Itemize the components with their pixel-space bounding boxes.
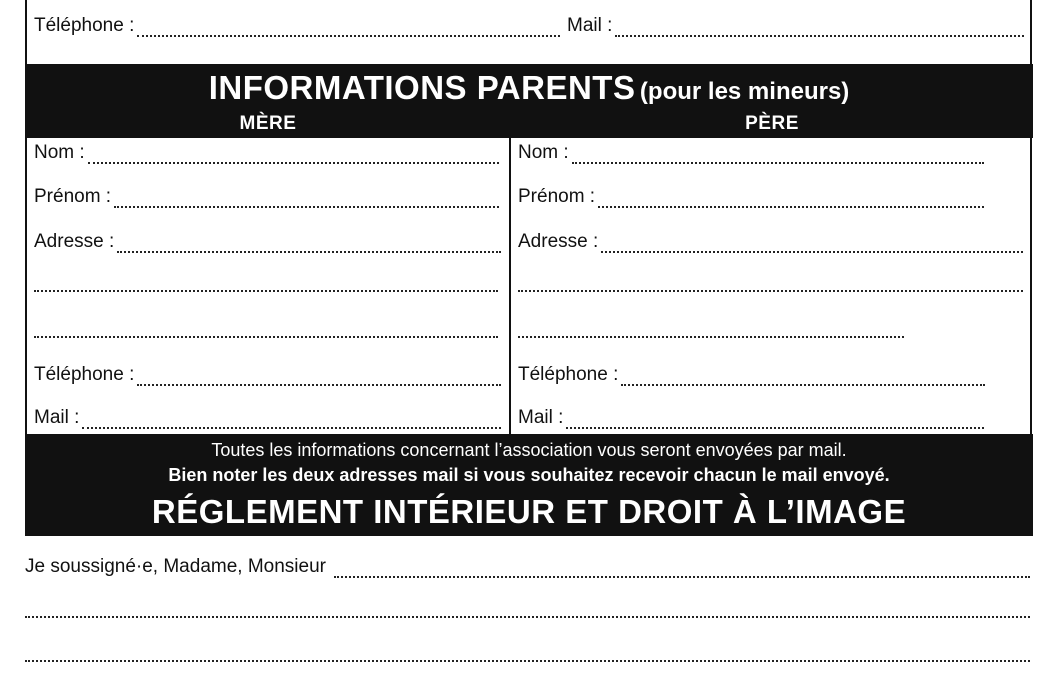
father-adresse-label: Adresse : xyxy=(518,231,599,252)
top-mail-label: Mail : xyxy=(567,15,613,36)
father-telephone-dots xyxy=(621,368,985,386)
parents-column-divider xyxy=(509,138,511,434)
father-telephone-label: Téléphone : xyxy=(518,364,619,385)
soussigne-label: Je soussigné·e, Madame, Monsieur xyxy=(25,556,326,577)
mother-nom-field[interactable] xyxy=(34,142,499,164)
mother-adresse-line-2[interactable] xyxy=(34,290,498,292)
mother-mail-field[interactable] xyxy=(34,407,501,429)
mother-mail-label: Mail : xyxy=(34,407,80,428)
mother-telephone-dots xyxy=(137,368,501,386)
father-nom-label: Nom : xyxy=(518,142,569,163)
parents-table xyxy=(25,138,1032,434)
father-mail-dots xyxy=(566,411,984,429)
father-mail-label: Mail : xyxy=(518,407,564,428)
mother-adresse-line-3[interactable] xyxy=(34,336,498,338)
top-telephone-field[interactable] xyxy=(34,15,560,37)
soussigne-line-2[interactable] xyxy=(25,616,1030,618)
parents-title-main: INFORMATIONS PARENTS xyxy=(208,69,636,106)
notice-line-2: Bien noter les deux adresses mail si vous souhaitez recevoir chacun le mail envoyé. xyxy=(168,465,890,485)
mother-prenom-label: Prénom : xyxy=(34,186,112,207)
parents-title-sub: (pour les mineurs) xyxy=(639,78,850,105)
father-prenom-label: Prénom : xyxy=(518,186,596,207)
father-nom-field[interactable] xyxy=(518,142,984,164)
father-nom-dots xyxy=(572,146,984,164)
mother-adresse-field[interactable] xyxy=(34,231,501,253)
father-prenom-dots xyxy=(598,190,984,208)
soussigne-line-3[interactable] xyxy=(25,660,1030,662)
mother-prenom-field[interactable] xyxy=(34,186,499,208)
father-mail-field[interactable] xyxy=(518,407,984,429)
top-mail-dots xyxy=(615,19,1024,37)
notice-banner xyxy=(25,434,1033,536)
mother-prenom-dots xyxy=(114,190,499,208)
father-column-label: PÈRE xyxy=(745,113,799,134)
father-telephone-field[interactable] xyxy=(518,364,985,386)
mother-nom-label: Nom : xyxy=(34,142,85,163)
top-telephone-dots xyxy=(137,19,560,37)
father-adresse-field[interactable] xyxy=(518,231,1023,253)
father-adresse-dots xyxy=(601,235,1023,253)
parents-title xyxy=(25,70,1033,113)
mother-telephone-label: Téléphone : xyxy=(34,364,135,385)
mother-nom-dots xyxy=(88,146,499,164)
mother-column-label: MÈRE xyxy=(239,113,297,134)
father-adresse-line-2[interactable] xyxy=(518,290,1023,292)
reglement-title: RÉGLEMENT INTÉRIEUR ET DROIT À L’IMAGE xyxy=(151,493,907,530)
mother-mail-dots xyxy=(82,411,501,429)
mother-telephone-field[interactable] xyxy=(34,364,501,386)
mother-adresse-label: Adresse : xyxy=(34,231,115,252)
father-prenom-field[interactable] xyxy=(518,186,984,208)
father-adresse-line-3[interactable] xyxy=(518,336,904,338)
soussigne-dots xyxy=(334,560,1030,578)
top-telephone-label: Téléphone : xyxy=(34,15,135,36)
mother-adresse-dots xyxy=(117,235,501,253)
parents-header xyxy=(25,64,1033,138)
soussigne-field[interactable] xyxy=(25,556,1030,578)
top-mail-field[interactable] xyxy=(567,15,1024,37)
notice-line-1: Toutes les informations concernant l’association vous seront envoyées par mail. xyxy=(211,440,847,460)
